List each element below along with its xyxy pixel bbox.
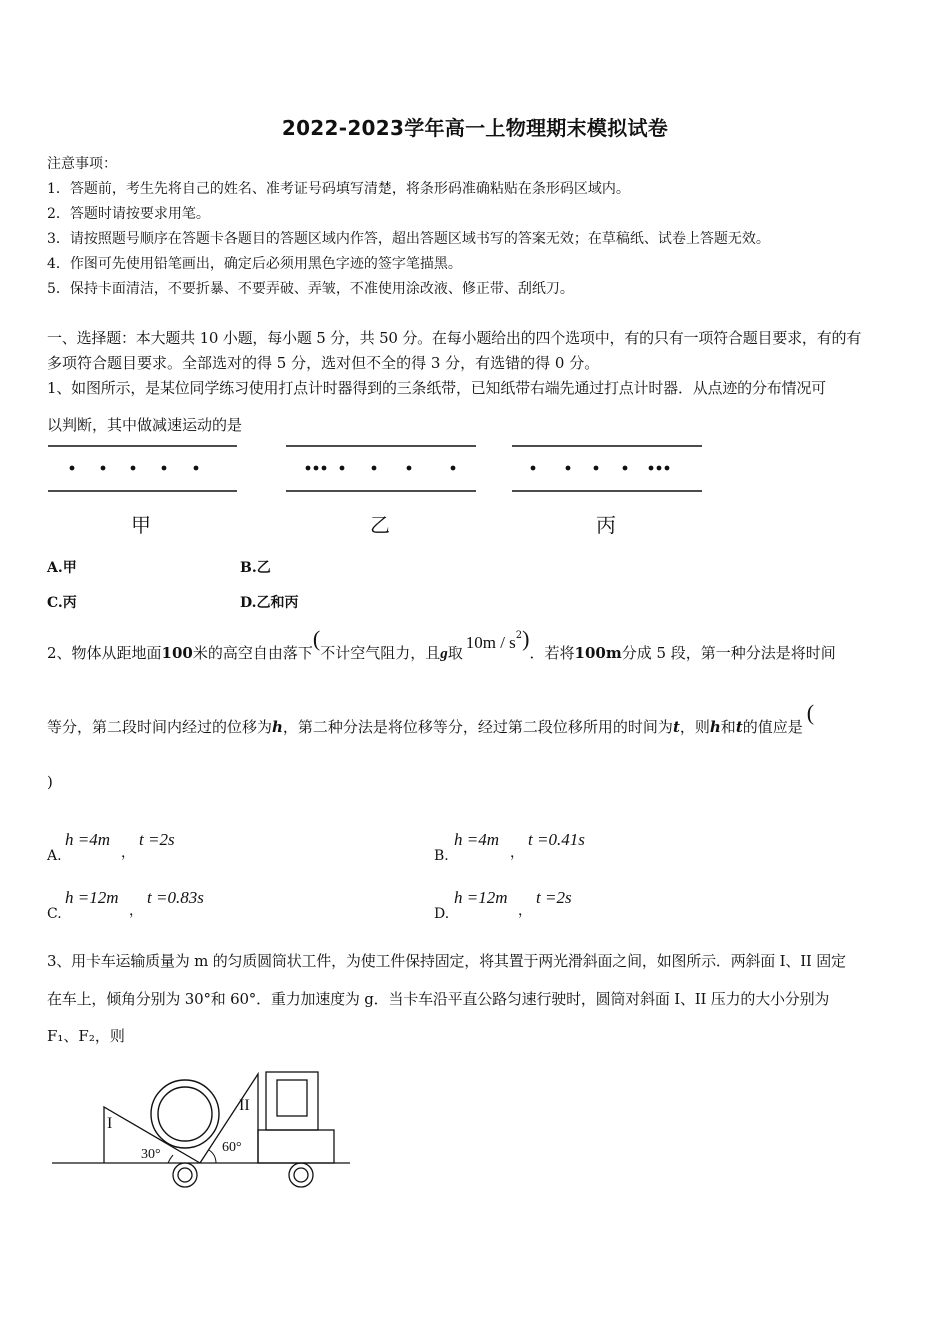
q2-option-b-t: t =0.41s (528, 830, 585, 849)
question-1-text: 以判断，其中做减速运动的是 (47, 416, 243, 434)
q2-option-a-h: h =4m (65, 830, 110, 849)
q2-t: t (672, 718, 680, 736)
q2-option-c-h: h =12m (65, 888, 119, 907)
q2-option-a-t: t =2s (139, 830, 175, 849)
q2-text: 和 (720, 718, 736, 736)
tape-yi-dots (306, 466, 456, 471)
q2-option-b[interactable] (434, 828, 794, 864)
q2-text: 取 (447, 644, 463, 662)
wheel-left (173, 1163, 197, 1187)
question-1-text: 1、如图所示，是某位同学练习使用打点计时器得到的三条纸带，已知纸带右端先通过打点计时器．从点迹的分布情况可 (47, 379, 826, 397)
truck-figure (50, 1062, 350, 1197)
q2-h: h (272, 718, 283, 736)
q2-option-c-label: C. (47, 906, 62, 922)
angle-arc-60 (209, 1150, 216, 1163)
notice-item: 1．答题前，考生先将自己的姓名、准考证号码填写清楚，将条形码准确粘贴在条形码区域内。 (47, 181, 630, 197)
question-2-line1 (47, 626, 836, 662)
q2-option-d-h: h =12m (454, 888, 508, 907)
q2-h2: h (709, 718, 721, 736)
q2-gval: 10m / s (465, 633, 516, 652)
q2-text: ，则 (679, 718, 710, 736)
tape-label-bing: 丙 (596, 515, 616, 537)
question-3-text: 3、用卡车运输质量为 m 的匀质圆筒状工件，为使工件保持固定，将其置于两光滑斜面之间，如图所示．两斜面 I、II 固定 (47, 952, 846, 970)
tape-jia-dots (70, 466, 199, 471)
tape-bing (512, 446, 702, 491)
q1-option-b[interactable]: B.乙 (240, 560, 271, 576)
tape-jia (48, 446, 237, 491)
q2-option-d-label: D. (434, 906, 450, 922)
notice-heading: 注意事项： (47, 156, 117, 172)
q2-option-d-comma: ， (518, 903, 532, 919)
question-2-line2 (47, 700, 815, 736)
q2-paren-close: ) (522, 626, 530, 651)
q2-option-a-comma: ， (121, 845, 135, 861)
section-intro: 多项符合题目要求。全部选对的得 5 分，选对但不全的得 3 分，有选错的得 0 分。 (47, 354, 600, 372)
q2-option-d-t: t =2s (536, 888, 572, 907)
incline-1-label: I (107, 1115, 113, 1132)
notice-item: 3．请按照题号顺序在答题卡各题目的答题区域内作答，超出答题区域书写的答案无效；在草稿纸、试卷上答题无效。 (47, 231, 770, 247)
q2-num: 100 (161, 644, 193, 662)
angle-60-label: 60° (222, 1140, 242, 1155)
q2-t2: t (735, 718, 743, 736)
truck-cab (258, 1072, 334, 1163)
q2-text: 不计空气阻力，且 (320, 644, 441, 662)
question-2-line3: ) (47, 773, 53, 791)
q2-paren-open: ( (312, 626, 321, 651)
angle-arc-30 (168, 1155, 173, 1163)
wheel-right (289, 1163, 313, 1187)
incline-2-label: II (239, 1097, 250, 1114)
q2-text: 等分，第二段时间内经过的位移为 (47, 718, 273, 736)
question-3-text: 在车上，倾角分别为 30°和 60°．重力加速度为 g．当卡车沿平直公路匀速行驶时，圆筒对斜面 I、II 压力的大小分别为 (47, 990, 830, 1008)
q2-text: ，第二种分法是将位移等分，经过第二段位移所用的时间为 (282, 718, 673, 736)
q2-paren-open-2: ( (806, 700, 815, 725)
q2-option-b-label: B. (434, 848, 449, 864)
notice-item: 4．作图可先使用铅笔画出，确定后必须用黑色字迹的签字笔描黑。 (47, 256, 462, 272)
page-title: 2022-2023学年高一上物理期末模拟试卷 (281, 116, 669, 140)
q2-option-c[interactable] (47, 886, 407, 922)
q2-option-d[interactable] (434, 886, 794, 922)
tape-label-jia: 甲 (131, 515, 151, 537)
tape-figure (40, 438, 720, 543)
q2-text: 2、物体从距地面 (47, 644, 162, 662)
angle-30-label: 30° (141, 1147, 161, 1162)
q2-option-c-comma: ， (129, 903, 143, 919)
tape-bing-dots (531, 466, 670, 471)
q1-option-c[interactable]: C.丙 (47, 595, 77, 611)
notice-item: 5．保持卡面清洁，不要折暴、不要弄破、弄皱，不准使用涂改液、修正带、刮纸刀。 (47, 281, 574, 297)
q2-option-c-t: t =0.83s (147, 888, 204, 907)
q2-text: 分成 5 段，第一种分法是将时间 (621, 644, 836, 662)
cylinder (151, 1080, 219, 1148)
q2-text: 的值应是 (742, 718, 803, 736)
notice-item: 2．答题时请按要求用笔。 (47, 206, 210, 222)
q2-option-b-comma: ， (510, 845, 524, 861)
q2-text: 米的高空自由落下 (192, 644, 313, 662)
q1-option-d[interactable]: D.乙和丙 (240, 595, 299, 611)
q2-num: 100m (574, 644, 622, 662)
q2-option-a[interactable] (47, 828, 407, 864)
q2-option-a-label: A. (47, 848, 62, 864)
question-3-text: F₁、F₂，则 (47, 1027, 125, 1045)
section-intro: 一、选择题：本大题共 10 小题，每小题 5 分，共 50 分。在每小题给出的四个选项中，有的只有一项符合题目要求，有的有 (47, 329, 862, 347)
tape-label-yi: 乙 (370, 515, 390, 537)
q1-option-a[interactable]: A.甲 (47, 560, 77, 576)
q2-exp: 2 (515, 630, 523, 641)
q2-g: g (440, 646, 448, 662)
q2-option-b-h: h =4m (454, 830, 499, 849)
q2-text: ．若将 (529, 644, 575, 662)
